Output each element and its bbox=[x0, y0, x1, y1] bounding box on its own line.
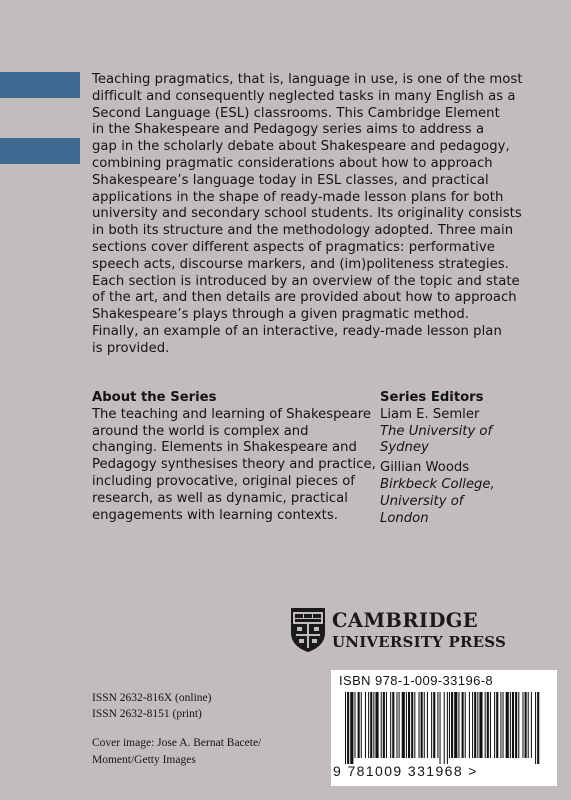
blurb-line: sections cover different aspects of pragmatics: performative bbox=[92, 239, 495, 255]
editor-affiliation: London bbox=[380, 510, 429, 526]
barcode-bar bbox=[515, 692, 517, 758]
blurb-line: Shakespeare’s language today in ESL classes, and practical bbox=[92, 172, 489, 188]
publisher-name: CAMBRIDGE bbox=[332, 609, 479, 632]
barcode-bar bbox=[427, 692, 428, 758]
barcode-bar bbox=[381, 692, 382, 758]
editor-affiliation: University of bbox=[380, 493, 464, 509]
blurb-line: of the art, and then details are provided about how to approach bbox=[92, 290, 517, 306]
barcode-bar bbox=[440, 692, 441, 764]
barcode-bar bbox=[535, 692, 536, 764]
barcode-bar bbox=[474, 692, 476, 758]
cambridge-shield-icon bbox=[290, 607, 326, 653]
blurb-line: in the Shakespeare and Pedagogy series aims to address a bbox=[92, 122, 485, 138]
barcode-bar bbox=[479, 692, 482, 758]
publisher-logo bbox=[290, 607, 550, 657]
barcode-bar bbox=[345, 692, 346, 764]
barcode-bars bbox=[345, 692, 541, 764]
about-line: The teaching and learning of Shakespeare bbox=[92, 406, 371, 422]
barcode-bar bbox=[414, 692, 415, 758]
issn-print: ISSN 2632-8151 (print) bbox=[92, 708, 202, 720]
barcode-bar bbox=[496, 692, 498, 758]
barcode-bar bbox=[522, 692, 523, 758]
blurb-line: applications in the shape of ready-made lesson plans for both bbox=[92, 189, 504, 205]
barcode-bar bbox=[510, 692, 511, 758]
barcode-bar bbox=[370, 692, 372, 758]
barcode-bar bbox=[477, 692, 478, 758]
barcode-bar bbox=[390, 692, 391, 758]
about-line: research, as well as dynamic, practical bbox=[92, 490, 348, 506]
barcode-bar bbox=[494, 692, 495, 758]
blurb-line: is provided. bbox=[92, 340, 170, 356]
barcode-bar bbox=[419, 692, 420, 758]
barcode-bar bbox=[531, 692, 532, 758]
book-blurb bbox=[92, 72, 532, 358]
barcode-bar bbox=[373, 692, 374, 758]
barcode-bar bbox=[528, 692, 529, 758]
about-the-series bbox=[92, 390, 376, 524]
barcode-bar bbox=[399, 692, 400, 758]
isbn-label: ISBN 978-1-009-33196-8 bbox=[339, 673, 494, 688]
about-line: including provocative, original pieces of bbox=[92, 473, 355, 489]
about-line: changing. Elements in Shakespeare and bbox=[92, 440, 357, 456]
cover-credit bbox=[92, 735, 261, 769]
blurb-line: Each section is introduced by an overview of the topic and state bbox=[92, 273, 520, 289]
publisher-subname: UNIVERSITY PRESS bbox=[332, 633, 507, 651]
blurb-line: Teaching pragmatics, that is, language in use, is one of the most bbox=[92, 72, 523, 87]
issn-block bbox=[92, 690, 211, 722]
series-editors bbox=[380, 390, 550, 527]
barcode-bar bbox=[411, 692, 413, 758]
barcode-bar bbox=[406, 692, 407, 758]
editor-affiliation: Birkbeck College, bbox=[380, 476, 495, 492]
barcode-bar bbox=[500, 692, 501, 758]
about-line: Pedagogy synthesises theory and practice, bbox=[92, 457, 376, 473]
barcode-bar bbox=[421, 692, 423, 758]
barcode-bar bbox=[518, 692, 519, 758]
blurb-line: Finally, an example of an interactive, ready-made lesson plan bbox=[92, 323, 502, 339]
barcode-bar bbox=[472, 692, 473, 758]
barcode-bar bbox=[458, 692, 459, 758]
editors-heading: Series Editors bbox=[380, 390, 484, 405]
barcode-bar bbox=[433, 692, 435, 758]
barcode-bar bbox=[347, 692, 349, 764]
cover-credit-line: Moment/Getty Images bbox=[92, 754, 196, 766]
editor-name: Liam E. Semler bbox=[380, 406, 480, 422]
barcode-bar bbox=[358, 692, 360, 758]
barcode-bar bbox=[447, 692, 448, 764]
barcode-bar bbox=[431, 692, 432, 758]
barcode-bar bbox=[408, 692, 410, 758]
barcode-bar bbox=[525, 692, 527, 758]
barcode-bar bbox=[368, 692, 369, 758]
barcode-bar bbox=[537, 692, 539, 764]
blurb-line: Second Language (ESL) classrooms. This Cambridge Element bbox=[92, 105, 500, 121]
blurb-line: Shakespeare’s plays through a given pragmatic method. bbox=[92, 307, 470, 323]
barcode-bar bbox=[383, 692, 385, 758]
barcode-bar bbox=[449, 692, 450, 758]
blurb-line: difficult and consequently neglected tasks in many English as a bbox=[92, 88, 516, 104]
about-line: around the world is complex and bbox=[92, 423, 309, 439]
barcode bbox=[331, 670, 557, 786]
barcode-bar bbox=[503, 692, 504, 758]
barcode-bar bbox=[469, 692, 470, 758]
barcode-bar bbox=[512, 692, 514, 758]
barcode-bar bbox=[386, 692, 387, 758]
issn-online: ISSN 2632-816X (online) bbox=[92, 692, 212, 704]
editor-affiliation: Sydney bbox=[380, 440, 429, 456]
blurb-line: combining pragmatic considerations about how to approach bbox=[92, 155, 493, 171]
accent-bar-bottom bbox=[0, 138, 80, 164]
barcode-bar bbox=[490, 692, 491, 758]
editor-name: Gillian Woods bbox=[380, 460, 470, 476]
barcode-bar bbox=[444, 692, 445, 764]
blurb-line: gap in the scholarly debate about Shakespeare and pedagogy, bbox=[92, 139, 510, 155]
barcode-bar bbox=[462, 692, 464, 758]
barcode-bar bbox=[485, 692, 486, 758]
barcode-bar bbox=[354, 692, 355, 758]
barcode-bar bbox=[361, 692, 362, 758]
about-line: engagements with learning contexts. bbox=[92, 507, 338, 523]
barcode-bar bbox=[392, 692, 394, 758]
barcode-digits: 9 781009 331968 > bbox=[333, 763, 478, 779]
barcode-bar bbox=[402, 692, 405, 758]
accent-bar-top bbox=[0, 72, 80, 98]
blurb-line: speech acts, discourse markers, and (im)politeness strategies. bbox=[92, 256, 509, 272]
barcode-bar bbox=[454, 692, 457, 758]
editor-affiliation: The University of bbox=[380, 423, 493, 439]
barcode-bar bbox=[506, 692, 509, 758]
barcode-bar bbox=[365, 692, 366, 758]
barcode-bar bbox=[437, 692, 438, 758]
cover-credit-line: Cover image: Jose A. Bernat Bacete/ bbox=[92, 737, 262, 749]
barcode-bar bbox=[451, 692, 453, 758]
barcode-bar bbox=[465, 692, 466, 758]
blurb-line: university and secondary school students. Its originality consists bbox=[92, 206, 522, 222]
barcode-bar bbox=[424, 692, 425, 758]
barcode-bar bbox=[350, 692, 353, 764]
about-heading: About the Series bbox=[92, 390, 217, 405]
barcode-bar bbox=[396, 692, 397, 758]
blurb-line: in both its structure and the methodology adopted. Three main bbox=[92, 223, 514, 239]
barcode-bar bbox=[375, 692, 378, 758]
barcode-bar bbox=[487, 692, 489, 758]
